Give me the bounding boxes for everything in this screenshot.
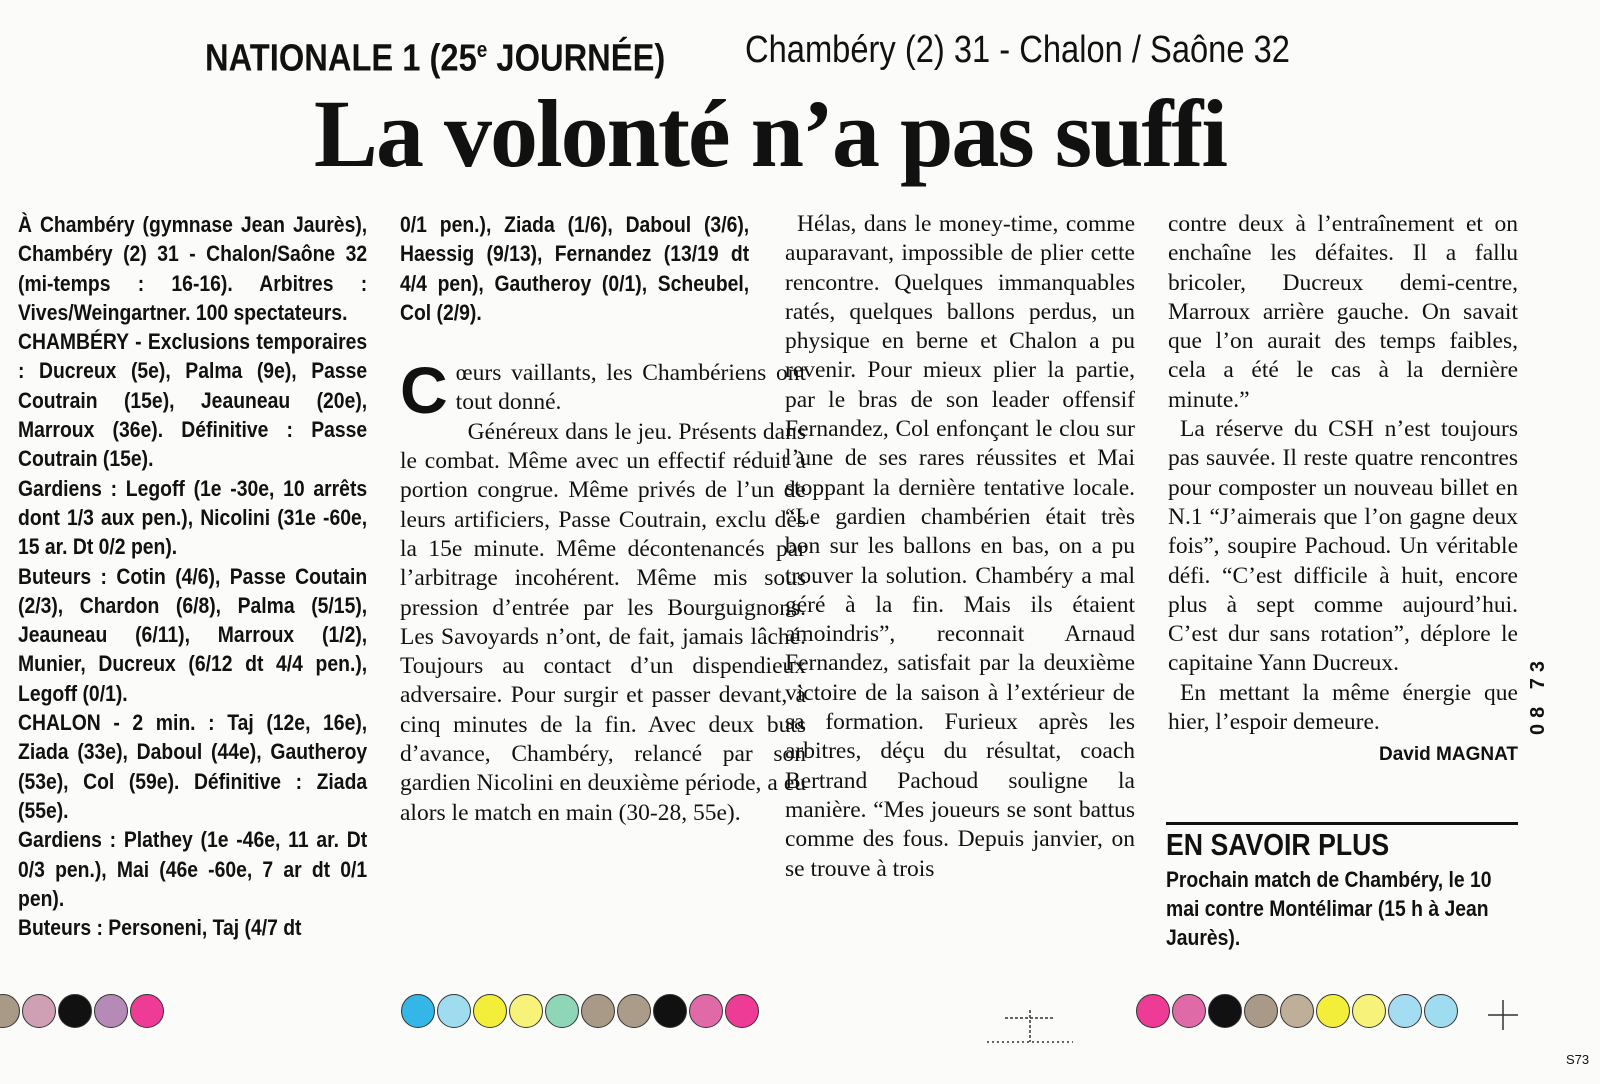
match-details-paragraph: Gardiens : Legoff (1e -30e, 10 arrêts dont 1/3 aux pen.), Nicolini (31e -60e, 15 ar. Dt 0/2 pen). xyxy=(18,475,368,560)
kicker-line xyxy=(205,28,1385,81)
article-column-3 xyxy=(1168,210,1518,769)
color-registration-bar-left xyxy=(0,994,166,1028)
en-savoir-plus-box xyxy=(1166,822,1518,952)
color-swatch-dot xyxy=(509,994,543,1028)
drop-cap: C xyxy=(400,353,448,428)
article-paragraph: contre deux à l’entraînement et on enchaîne les défaites. Il a fallu bricoler, Ducreux demi-centre, Marroux arrière gauche. On savait que l’on aurait des temps faibles, cela a été le cas à la dernière minute.” xyxy=(1168,211,1518,413)
color-swatch-dot xyxy=(617,994,651,1028)
match-details-continued: 0/1 pen.), Ziada (1/6), Daboul (3/6), Haessig (9/13), Fernandez (13/19 dt 4/4 pen), Gautheroy (0/1), Scheubel, Col (2/9). xyxy=(400,212,750,325)
color-swatch-dot xyxy=(1244,994,1278,1028)
color-swatch-dot xyxy=(0,994,20,1028)
color-swatch-dot xyxy=(1172,994,1206,1028)
color-swatch-dot xyxy=(581,994,615,1028)
color-swatch-dot xyxy=(473,994,507,1028)
infobox-title: EN SAVOIR PLUS xyxy=(1166,827,1390,862)
match-details-paragraph: À Chambéry (gymnase Jean Jaurès), Chambéry (2) 31 - Chalon/Saône 32 (mi-temps : 16-16). Arbitres : Vives/Weingartner. 100 spectateurs. xyxy=(18,212,368,325)
color-swatch-dot xyxy=(1208,994,1242,1028)
match-score: Chambéry (2) 31 - Chalon / Saône 32 xyxy=(745,29,1290,71)
match-details-paragraph: CHALON - 2 min. : Taj (12e, 16e), Ziada (33e), Daboul (44e), Gautheroy (53e), Col (59e). Définitive : Ziada (55e). xyxy=(18,710,368,823)
article-column-2 xyxy=(785,210,1135,884)
section-label: NATIONALE 1 (25e JOURNÉE) xyxy=(205,37,666,80)
color-swatch-dot xyxy=(1388,994,1422,1028)
color-swatch-dot xyxy=(22,994,56,1028)
color-swatch-dot xyxy=(653,994,687,1028)
color-swatch-dot xyxy=(94,994,128,1028)
match-details-paragraph: Gardiens : Plathey (1e -46e, 11 ar. Dt 0/3 pen.), Mai (46e -60e, 7 ar dt 0/1 pen). xyxy=(18,827,368,911)
corner-code: S73 xyxy=(1566,1052,1590,1067)
match-details-paragraph: CHAMBÉRY - Exclusions temporaires : Ducreux (5e), Palma (9e), Passe Coutrain (15e), Jeauneau (20e), Marroux (36e). Définitive : Passe Coutrain (15e). xyxy=(18,329,368,472)
color-registration-bar-right xyxy=(1136,994,1460,1028)
article-body-start xyxy=(400,353,806,828)
article-body-middle xyxy=(785,210,1135,884)
color-swatch-dot xyxy=(437,994,471,1028)
side-page-number: 08 73 xyxy=(1527,654,1549,735)
article-column-1 xyxy=(400,210,806,828)
color-swatch-dot xyxy=(1424,994,1458,1028)
match-details-paragraph: Buteurs : Personeni, Taj (4/7 dt xyxy=(18,915,302,941)
color-swatch-dot xyxy=(1136,994,1170,1028)
article-body-end xyxy=(1168,210,1518,737)
color-swatch-dot xyxy=(401,994,435,1028)
color-swatch-dot xyxy=(58,994,92,1028)
crosshair-mark-icon xyxy=(1488,1000,1518,1030)
article-paragraph: Généreux dans le jeu. Présents dans le combat. Même avec un effectif réduit à portion congrue. Même privés de l’un de leurs artificiers, Passe Coutrain, exclu dès la 15e minute. Même décontenancés par l’arbitrage incohérent. Même mis sous pression d’entrée par les Bourguignons. Les Savoyards n’ont, de fait, jamais lâché. Toujours au contact d’un dispendieux adversaire. Pour surgir et passer devant, à cinq minutes de la fin. Avec deux buts d’avance, Chambéry, relancé par son gardien Nicolini en deuxième période, a eu alors le match en main (30-28, 55e). xyxy=(400,418,806,826)
match-details xyxy=(18,210,367,942)
color-swatch-dot xyxy=(130,994,164,1028)
color-swatch-dot xyxy=(725,994,759,1028)
registration-mark-icon xyxy=(985,1008,1075,1044)
color-swatch-dot xyxy=(1280,994,1314,1028)
match-details-column xyxy=(18,210,424,942)
article-paragraph: La réserve du CSH n’est toujours pas sauvée. Il reste quatre rencontres pour composter un nouveau billet en N.1 “J’aimerais que l’on gagne deux fois”, soupire Pachoud. Un véritable défi. “C’est difficile à huit, encore plus à sept comme aujourd’hui. C’est dur sans rotation”, déplore le capitaine Yann Ducreux. xyxy=(1168,416,1518,677)
infobox-text: Prochain match de Chambéry, le 10 mai contre Montélimar (15 h à Jean Jaurès). xyxy=(1166,867,1492,950)
color-swatch-dot xyxy=(545,994,579,1028)
headline: La volonté n’a pas suffi xyxy=(313,80,1227,187)
byline: David MAGNAT xyxy=(1379,744,1518,766)
color-swatch-dot xyxy=(1316,994,1350,1028)
color-swatch-dot xyxy=(1352,994,1386,1028)
match-details-paragraph: Buteurs : Cotin (4/6), Passe Coutain (2/3), Chardon (6/8), Palma (5/15), Jeauneau (6/11), Marroux (1/2), Munier, Ducreux (6/12 dt 4/4 pen.), Legoff (0/1). xyxy=(18,563,368,706)
article-paragraph: En mettant la même énergie que hier, l’espoir demeure. xyxy=(1168,679,1518,736)
article-paragraph: Hélas, dans le money-time, comme auparavant, impossible de plier cette rencontre. Quelques immanquables ratés, quelques ballons perdus, un physique en berne et Chalon a pu revenir. Pour mieux plier la partie, par le bras de son leader offensif Fernandez, Col enfonçant le clou sur l’une de ses rares réussites et Mai stoppant la dernière tentative locale. “Le gardien chambérien était très bon sur les ballons en bas, on a pu trouver la solution. Chambéry a mal géré à la fin. Mais ils étaient amoindris”, reconnait Arnaud Fernandez, satisfait par la deuxième victoire de la saison à l’extérieur de sa formation. Furieux après les arbitres, déçu du résultat, coach Bertrand Pachoud souligne la manière. “Mes joueurs se sont battus comme des fous. Depuis janvier, on se trouve à trois xyxy=(785,211,1135,882)
color-registration-bar-middle xyxy=(401,994,761,1028)
lead-paragraph: Cœurs vaillants, les Chambériens ont tout donné. xyxy=(400,353,806,428)
color-swatch-dot xyxy=(689,994,723,1028)
